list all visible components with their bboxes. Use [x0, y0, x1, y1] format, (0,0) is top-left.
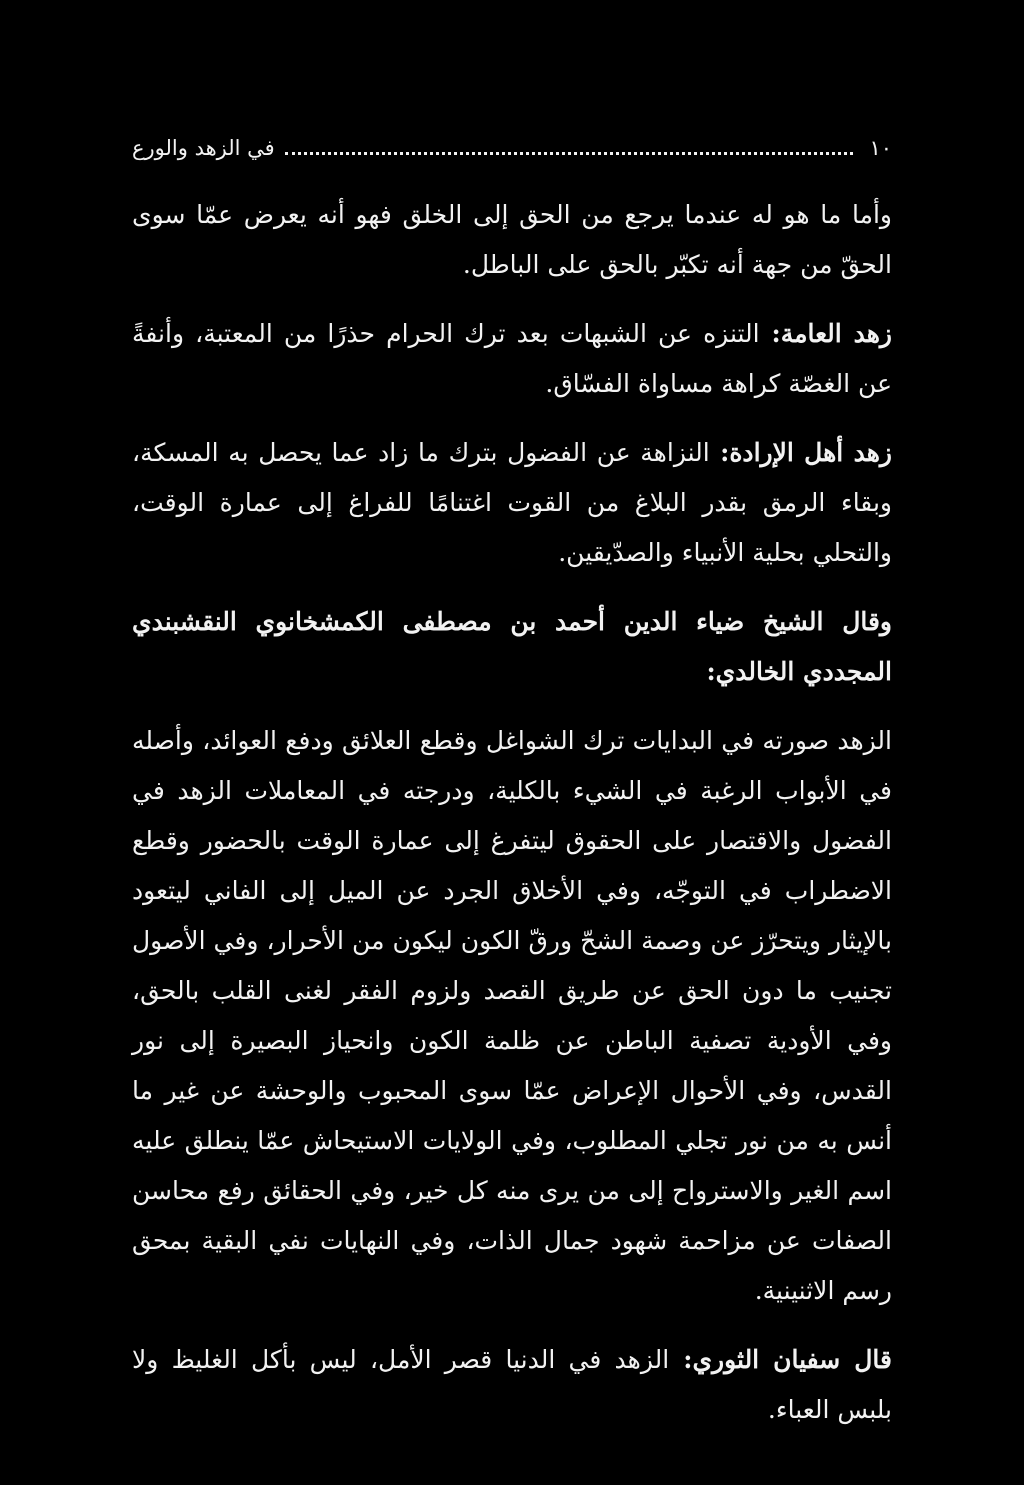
paragraph-sufyan-al-thawri	[132, 1335, 892, 1435]
page-number: ١٠	[869, 136, 892, 160]
paragraph-3-heading: زهد أهل الإرادة:	[709, 438, 892, 467]
paragraph-zuhd-al-amma	[132, 309, 892, 409]
paragraph-3-text: النزاهة عن الفضول بترك ما زاد عما يحصل به المسكة، وبقاء الرمق بقدر البلاغ من القوت اغتنامًا للفراغ إلى عمارة الوقت، والتحلي بحلية الأنبياء والصدّيقين.	[132, 438, 892, 567]
paragraph-kumushkhanawi-body	[132, 716, 892, 1316]
paragraph-4-heading: وقال الشيخ ضياء الدين أحمد بن مصطفى الكمشخانوي النقشبندي المجددي الخالدي:	[132, 607, 892, 686]
paragraph-6-heading: قال سفيان الثوري:	[669, 1345, 892, 1374]
paragraph-zuhd-ahl-al-irada	[132, 428, 892, 578]
paragraph-2-heading: زهد العامة:	[759, 319, 892, 348]
paragraph-1-text: وأما ما هو له عندما يرجع من الحق إلى الخلق فهو أنه يعرض عمّا سوى الحقّ من جهة أنه تكبّر بالحق على الباطل.	[132, 200, 892, 279]
running-header	[132, 128, 892, 168]
book-title: في الزهد والورع	[132, 136, 275, 160]
header-leader-dots	[285, 152, 854, 155]
paragraph-2-text: التنزه عن الشبهات بعد ترك الحرام حذرًا من المعتبة، وأنفةً عن الغصّة كراهة مساواة الفسّاق.	[132, 319, 892, 398]
paragraph-kumushkhanawi-heading	[132, 597, 892, 697]
paragraph-5-text: الزهد صورته في البدايات ترك الشواغل وقطع العلائق ودفع العوائد، وأصله في الأبواب الرغبة في الشيء بالكلية، ودرجته في المعاملات الزهد في الفضول والاقتصار على الحقوق ليتفرغ إلى عمارة الوقت بالحضور وقطع الاضطراب في التوجّه، وفي الأخلاق الجرد عن الميل إلى الفاني ليتعود بالإيثار ويتحرّز عن وصمة الشحّ ورقّ الكون ليكون من الأحرار، وفي الأصول تجنيب ما دون الحق عن طريق القصد ولزوم الفقر لغنى القلب بالحق، وفي الأودية تصفية الباطن عن ظلمة الكون وانحياز البصيرة إلى نور القدس، وفي الأحوال الإعراض عمّا سوى المحبوب والوحشة عن غير ما أنس به من نور تجلي المطلوب، وفي الولايات الاستيحاش عمّا ينطلق عليه اسم الغير والاسترواح إلى من يرى منه كل خير، وفي الحقائق رفع محاسن الصفات عن مزاحمة شهود جمال الذات، وفي النهايات نفي البقية بمحق رسم الاثنينية.	[132, 726, 892, 1305]
document-page	[132, 128, 892, 1454]
paragraph-6-text: الزهد في الدنيا قصر الأمل، ليس بأكل الغليظ ولا بلبس العباء.	[132, 1345, 892, 1424]
paragraph-1	[132, 190, 892, 290]
